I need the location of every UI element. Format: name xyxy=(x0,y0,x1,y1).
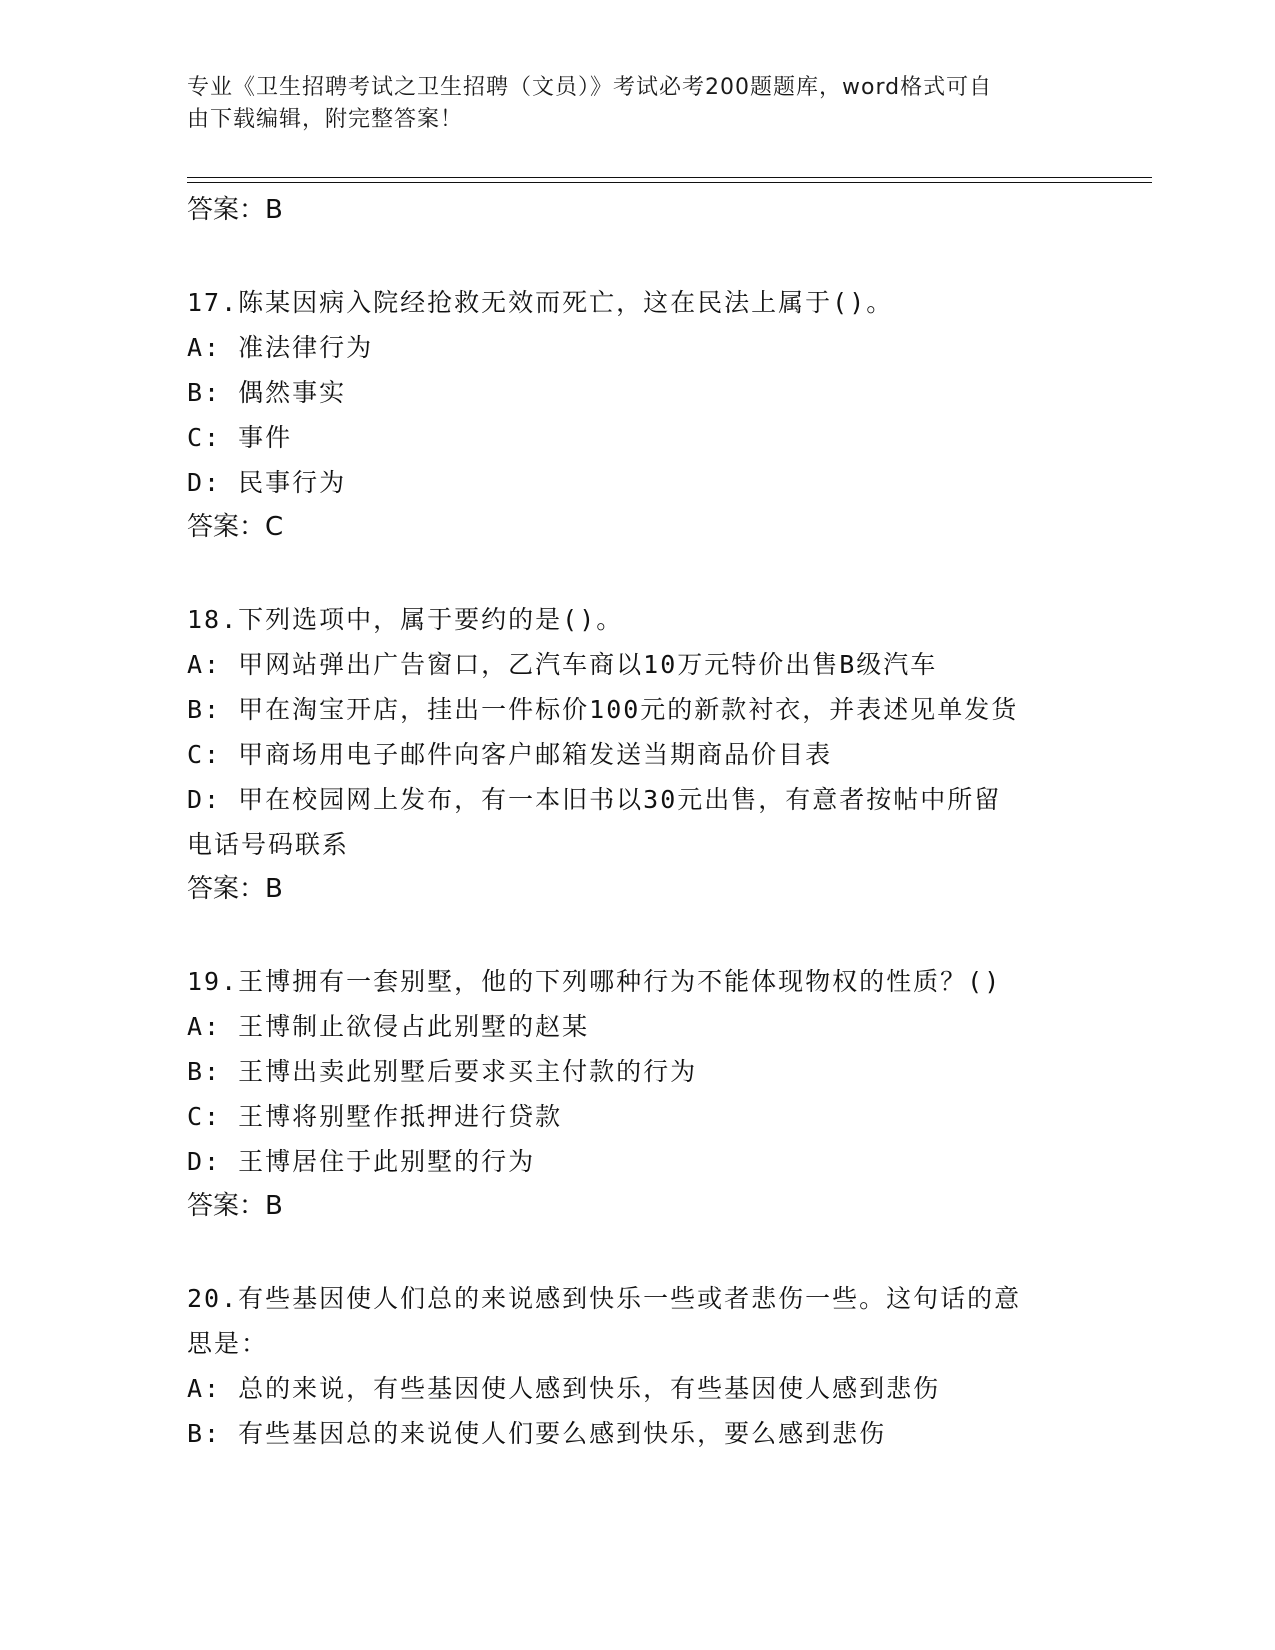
question-stem-continued: 思是： xyxy=(187,1329,269,1358)
header-divider-bottom xyxy=(187,182,1152,183)
question-19 xyxy=(187,959,1087,1229)
header-line-2: 由下载编辑，附完整答案！ xyxy=(187,107,464,132)
question-18 xyxy=(187,597,1087,912)
option-c: C: 事件 xyxy=(187,423,293,452)
option-d: D: 民事行为 xyxy=(187,468,347,497)
option-a: A: 准法律行为 xyxy=(187,333,374,362)
question-17 xyxy=(187,280,1087,550)
option-d: D: 王博居住于此别墅的行为 xyxy=(187,1147,536,1176)
option-b: B: 有些基因总的来说使人们要么感到快乐，要么感到悲伤 xyxy=(187,1419,887,1448)
question-stem: 17.陈某因病入院经抢救无效而死亡，这在民法上属于()。 xyxy=(187,288,894,317)
answer: 答案：B xyxy=(187,1191,283,1221)
option-a: A: 甲网站弹出广告窗口，乙汽车商以10万元特价出售B级汽车 xyxy=(187,650,938,679)
question-stem: 20.有些基因使人们总的来说感到快乐一些或者悲伤一些。这句话的意 xyxy=(187,1284,1022,1313)
header-line-1: 专业《卫生招聘考试之卫生招聘（文员）》考试必考200题题库，word格式可自 xyxy=(187,75,993,100)
document-header xyxy=(187,72,1087,136)
option-a: A: 王博制止欲侵占此别墅的赵某 xyxy=(187,1012,590,1041)
previous-answer: 答案：B xyxy=(187,195,283,225)
option-b: B: 甲在淘宝开店，挂出一件标价100元的新款衬衣，并表述见单发货 xyxy=(187,695,1019,724)
option-d-continued: 电话号码联系 xyxy=(187,830,350,859)
document-body xyxy=(187,188,1087,1456)
question-20 xyxy=(187,1276,1087,1456)
option-a: A: 总的来说，有些基因使人感到快乐，有些基因使人感到悲伤 xyxy=(187,1374,941,1403)
option-c: C: 王博将别墅作抵押进行贷款 xyxy=(187,1102,563,1131)
answer: 答案：C xyxy=(187,512,284,542)
question-stem: 18.下列选项中，属于要约的是()。 xyxy=(187,605,624,634)
answer: 答案：B xyxy=(187,874,283,904)
question-stem: 19.王博拥有一套别墅，他的下列哪种行为不能体现物权的性质？() xyxy=(187,967,1002,996)
option-b: B: 王博出卖此别墅后要求买主付款的行为 xyxy=(187,1057,698,1086)
option-d: D: 甲在校园网上发布，有一本旧书以30元出售，有意者按帖中所留 xyxy=(187,785,1002,814)
header-divider-top xyxy=(187,177,1152,178)
option-c: C: 甲商场用电子邮件向客户邮箱发送当期商品价目表 xyxy=(187,740,833,769)
option-b: B: 偶然事实 xyxy=(187,378,347,407)
